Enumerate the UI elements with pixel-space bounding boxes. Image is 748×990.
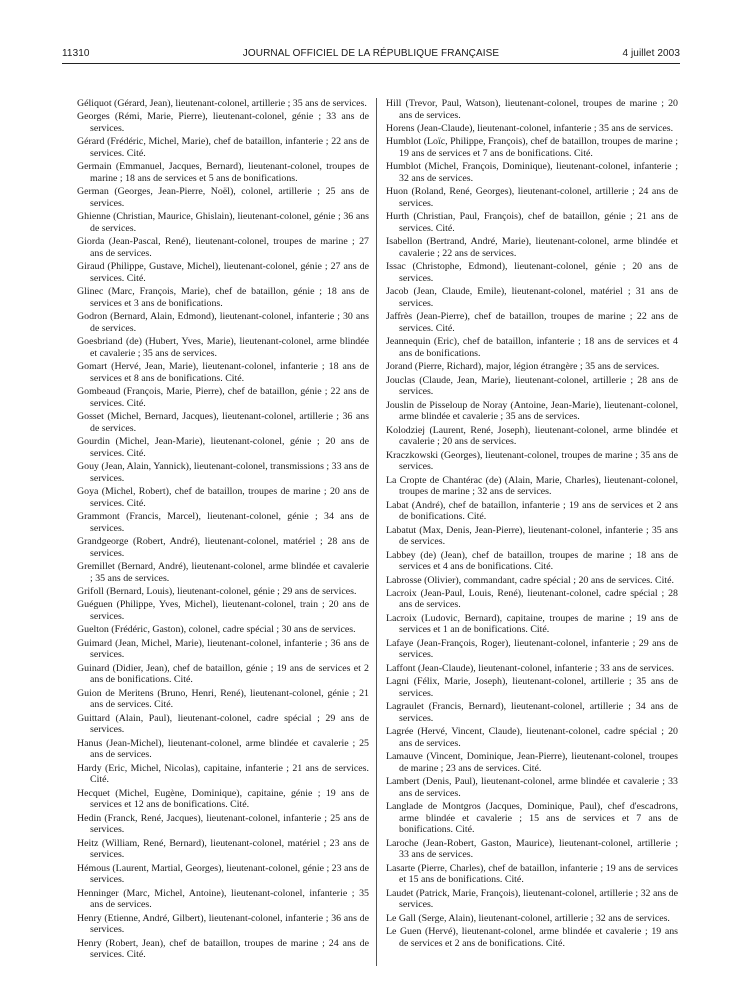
list-item: Gremillet (Bernard, André), lieutenant-colonel, arme blindée et cavalerie ; 35 ans de services.	[77, 561, 369, 584]
list-item: Henry (Robert, Jean), chef de bataillon, troupes de marine ; 24 ans de services. Cité.	[77, 937, 369, 961]
list-item: Lacroix (Ludovic, Bernard), capitaine, troupes de marine ; 19 ans de services et 1 an de bonifications. Cité.	[386, 612, 678, 636]
publication-date: 4 juillet 2003	[622, 48, 680, 59]
list-item: Issac (Christophe, Edmond), lieutenant-colonel, génie ; 20 ans de services.	[386, 261, 678, 284]
list-item: Goesbriand (de) (Hubert, Yves, Marie), lieutenant-colonel, arme blindée et cavalerie ; 35 ans de services.	[77, 336, 369, 359]
list-item: Lamauve (Vincent, Dominique, Jean-Pierre), lieutenant-colonel, troupes de marine ; 23 ans de services. Cité.	[386, 751, 678, 774]
list-item: Jacob (Jean, Claude, Emile), lieutenant-colonel, matériel ; 31 ans de services.	[386, 286, 678, 309]
list-item: Le Gall (Serge, Alain), lieutenant-colonel, artillerie ; 32 ans de services.	[386, 912, 670, 924]
list-item: Jouclas (Claude, Jean, Marie), lieutenant-colonel, artillerie ; 28 ans de services.	[386, 374, 678, 398]
list-item: Gombeaud (François, Marie, Pierre), chef de bataillon, génie ; 22 ans de services. Cité.	[77, 386, 369, 409]
list-item: Jorand (Pierre, Richard), major, légion étrangère ; 35 ans de services.	[386, 361, 660, 373]
list-item: Giorda (Jean-Pascal, René), lieutenant-colonel, troupes de marine ; 27 ans de services.	[77, 236, 369, 259]
list-item: Géliquot (Gérard, Jean), lieutenant-colonel, artillerie ; 35 ans de services.	[77, 98, 367, 109]
list-item: Guéguen (Philippe, Yves, Michel), lieutenant-colonel, train ; 20 ans de services.	[77, 599, 369, 623]
list-item: Jeannequin (Eric), chef de bataillon, infanterie ; 18 ans de services et 4 ans de bonifications.	[386, 336, 678, 359]
header-rule	[62, 63, 680, 64]
list-item: Jouslin de Pisseloup de Noray (Antoine, Jean-Marie), lieutenant-colonel, arme blindée et cavalerie ; 35 ans de services.	[386, 399, 678, 423]
right-column	[386, 98, 678, 966]
list-item: Humblot (Loïc, Philippe, François), chef de bataillon, troupes de marine ; 19 ans de services et 7 ans de bonifications. Cité.	[386, 136, 678, 159]
list-item: Humblot (Michel, François, Dominique), lieutenant-colonel, infanterie ; 32 ans de services.	[386, 161, 678, 184]
list-item: Labrosse (Olivier), commandant, cadre spécial ; 20 ans de services. Cité.	[386, 574, 674, 586]
list-item: La Cropte de Chantérac (de) (Alain, Marie, Charles), lieutenant-colonel, troupes de marine ; 32 ans de services.	[386, 474, 678, 498]
list-item: Labbey (de) (Jean), chef de bataillon, troupes de marine ; 18 ans de services et 4 ans de bonifications. Cité.	[386, 549, 678, 573]
list-item: Laffont (Jean-Claude), lieutenant-colonel, infanterie ; 33 ans de services.	[386, 662, 674, 674]
list-item: Guelton (Frédéric, Gaston), colonel, cadre spécial ; 30 ans de services.	[77, 624, 356, 636]
list-item: Guittard (Alain, Paul), lieutenant-colonel, cadre spécial ; 29 ans de services.	[77, 712, 369, 736]
list-item: Gomart (Hervé, Jean, Marie), lieutenant-colonel, infanterie ; 18 ans de services et 8 ans de bonifications. Cité.	[77, 361, 369, 384]
list-item: Georges (Rémi, Marie, Pierre), lieutenant-colonel, génie ; 33 ans de services.	[77, 111, 369, 134]
list-item: Grandgeorge (Robert, André), lieutenant-colonel, matériel ; 28 ans de services.	[77, 536, 369, 559]
list-item: Hill (Trevor, Paul, Watson), lieutenant-colonel, troupes de marine ; 20 ans de services.	[386, 98, 678, 121]
list-item: Lacroix (Jean-Paul, Louis, René), lieutenant-colonel, cadre spécial ; 28 ans de services.	[386, 587, 678, 611]
list-item: Ghienne (Christian, Maurice, Ghislain), lieutenant-colonel, génie ; 36 ans de services.	[77, 211, 369, 234]
list-item: Kraczkowski (Georges), lieutenant-colonel, troupes de marine ; 35 ans de services.	[386, 449, 678, 473]
list-item: Kolodziej (Laurent, René, Joseph), lieutenant-colonel, arme blindée et cavalerie ; 20 ans de services.	[386, 424, 678, 448]
list-item: Langlade de Montgros (Jacques, Dominique, Paul), chef d'escadrons, arme blindée et cavalerie ; 15 ans de services et 7 ans de bonifications. Cité.	[386, 801, 678, 836]
list-item: Labatut (Max, Denis, Jean-Pierre), lieutenant-colonel, infanterie ; 35 ans de services.	[386, 524, 678, 548]
list-item: Gosset (Michel, Bernard, Jacques), lieutenant-colonel, artillerie ; 36 ans de services.	[77, 411, 369, 434]
list-item: Horens (Jean-Claude), lieutenant-colonel, infanterie ; 35 ans de services.	[386, 122, 674, 134]
list-item: Lagrée (Hervé, Vincent, Claude), lieutenant-colonel, cadre spécial ; 20 ans de services.	[386, 726, 678, 749]
list-item: Heitz (William, René, Bernard), lieutenant-colonel, matériel ; 23 ans de services.	[77, 837, 369, 861]
list-item: Gouy (Jean, Alain, Yannick), lieutenant-colonel, transmissions ; 33 ans de services.	[77, 461, 369, 484]
list-item: Goya (Michel, Robert), chef de bataillon, troupes de marine ; 20 ans de services. Cité.	[77, 486, 369, 509]
list-item: Grammont (Francis, Marcel), lieutenant-colonel, génie ; 34 ans de services.	[77, 511, 369, 534]
list-item: Guinard (Didier, Jean), chef de bataillon, génie ; 19 ans de services et 2 ans de bonifications. Cité.	[77, 662, 369, 686]
list-item: Lafaye (Jean-François, Roger), lieutenant-colonel, infanterie ; 29 ans de services.	[386, 637, 678, 661]
list-item: Henninger (Marc, Michel, Antoine), lieutenant-colonel, infanterie ; 35 ans de services.	[77, 887, 369, 911]
list-item: Glinec (Marc, François, Marie), chef de bataillon, génie ; 18 ans de services et 3 ans de bonifications.	[77, 286, 369, 309]
list-item: Hecquet (Michel, Eugène, Dominique), capitaine, génie ; 19 ans de services et 12 ans de bonifications. Cité.	[77, 787, 369, 811]
list-item: Laroche (Jean-Robert, Gaston, Maurice), lieutenant-colonel, artillerie ; 33 ans de services.	[386, 837, 678, 861]
list-item: Lambert (Denis, Paul), lieutenant-colonel, arme blindée et cavalerie ; 33 ans de services.	[386, 776, 678, 799]
list-item: Lagraulet (Francis, Bernard), lieutenant-colonel, artillerie ; 34 ans de services.	[386, 701, 678, 724]
list-item: Gérard (Frédéric, Michel, Marie), chef de bataillon, infanterie ; 22 ans de services. Cité.	[77, 136, 369, 159]
list-item: Isabellon (Bertrand, André, Marie), lieutenant-colonel, arme blindée et cavalerie ; 22 ans de services.	[386, 236, 678, 259]
page-number: 11310	[62, 48, 90, 59]
list-item: German (Georges, Jean-Pierre, Noël), colonel, artillerie ; 25 ans de services.	[77, 186, 369, 209]
list-item: Hedin (Franck, René, Jacques), lieutenant-colonel, infanterie ; 25 ans de services.	[77, 812, 369, 836]
list-item: Germain (Emmanuel, Jacques, Bernard), lieutenant-colonel, troupes de marine ; 18 ans de services et 5 ans de bonifications.	[77, 161, 369, 184]
list-item: Grifoll (Bernard, Louis), lieutenant-colonel, génie ; 29 ans de services.	[77, 586, 357, 598]
list-item: Labat (André), chef de bataillon, infanterie ; 19 ans de services et 2 ans de bonifications. Cité.	[386, 499, 678, 523]
list-item: Le Guen (Hervé), lieutenant-colonel, arme blindée et cavalerie ; 19 ans de services et 2 ans de bonifications. Cité.	[386, 926, 678, 949]
list-item: Guion de Meritens (Bruno, Henri, René), lieutenant-colonel, génie ; 21 ans de services. Cité.	[77, 687, 369, 711]
list-item: Henry (Etienne, André, Gilbert), lieutenant-colonel, infanterie ; 36 ans de services.	[77, 912, 369, 936]
list-item: Huon (Roland, René, Georges), lieutenant-colonel, artillerie ; 24 ans de services.	[386, 186, 678, 209]
page-header	[62, 48, 680, 62]
list-item: Hémous (Laurent, Martial, Georges), lieutenant-colonel, génie ; 23 ans de services.	[77, 862, 369, 886]
list-item: Giraud (Philippe, Gustave, Michel), lieutenant-colonel, génie ; 27 ans de services. Cité.	[77, 261, 369, 284]
list-item: Lasarte (Pierre, Charles), chef de bataillon, infanterie ; 19 ans de services et 15 ans de bonifications. Cité.	[386, 862, 678, 886]
list-item: Hurth (Christian, Paul, François), chef de bataillon, génie ; 21 ans de services. Cité.	[386, 211, 678, 234]
list-item: Hanus (Jean-Michel), lieutenant-colonel, arme blindée et cavalerie ; 25 ans de services.	[77, 737, 369, 761]
left-column	[77, 98, 369, 966]
list-item: Gourdin (Michel, Jean-Marie), lieutenant-colonel, génie ; 20 ans de services. Cité.	[77, 436, 369, 459]
list-item: Godron (Bernard, Alain, Edmond), lieutenant-colonel, infanterie ; 30 ans de services.	[77, 311, 369, 334]
list-item: Lagni (Félix, Marie, Joseph), lieutenant-colonel, artillerie ; 35 ans de services.	[386, 676, 678, 699]
list-item: Laudet (Patrick, Marie, François), lieutenant-colonel, artillerie ; 32 ans de services.	[386, 887, 678, 911]
list-item: Jaffrès (Jean-Pierre), chef de bataillon, troupes de marine ; 22 ans de services. Cité.	[386, 311, 678, 334]
column-divider	[376, 98, 377, 966]
journal-title: JOURNAL OFFICIEL DE LA RÉPUBLIQUE FRANÇAISE	[242, 48, 500, 59]
list-item: Guimard (Jean, Michel, Marie), lieutenant-colonel, infanterie ; 36 ans de services.	[77, 637, 369, 661]
list-item: Hardy (Eric, Michel, Nicolas), capitaine, infanterie ; 21 ans de services. Cité.	[77, 762, 369, 786]
